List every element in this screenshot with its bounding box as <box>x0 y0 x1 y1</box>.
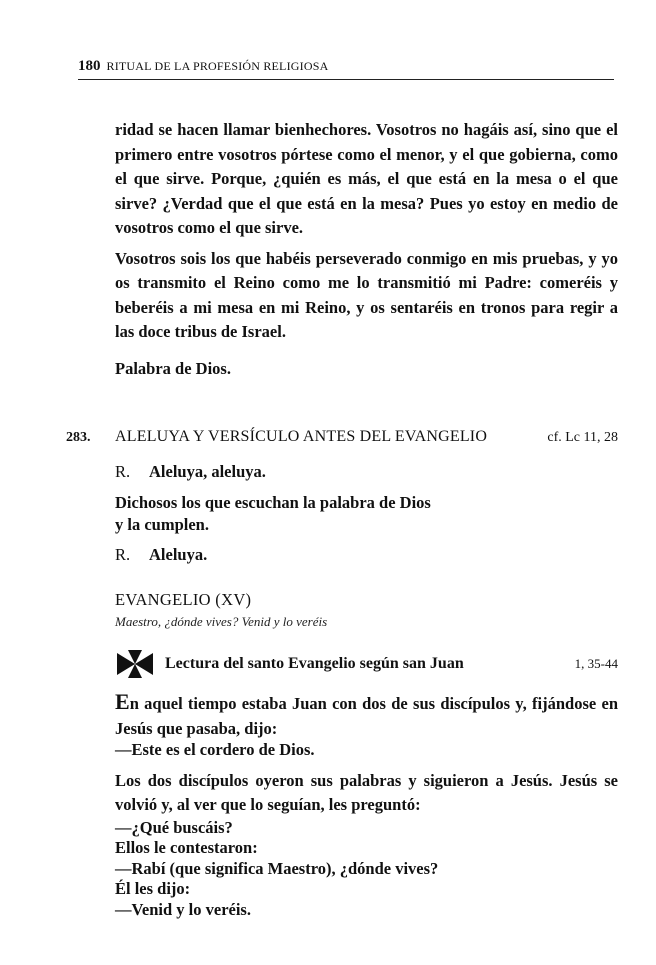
gospel-title: EVANGELIO (XV) <box>115 590 252 609</box>
gospel-heading-block <box>115 590 618 630</box>
closing-formula: Palabra de Dios. <box>115 358 231 378</box>
gospel-paragraph: Los dos discípulos oyeron sus palabras y siguieron a Jesús. Jesús se volvió y, al ver que lo seguían, les preguntó: <box>115 770 618 814</box>
dialogue-line: Ellos le contestaron: <box>115 838 258 857</box>
gospel-text-block <box>115 690 618 920</box>
response-text: Aleluya, aleluya. <box>149 462 266 481</box>
lectura-line <box>115 649 618 679</box>
response-line <box>115 543 618 567</box>
section-number: 283. <box>66 430 91 445</box>
gospel-subtitle: Maestro, ¿dónde vives? Venid y lo veréis <box>115 614 328 629</box>
section-heading <box>66 428 618 446</box>
page-number: 180 <box>78 58 101 74</box>
page-header <box>78 58 614 80</box>
drop-cap: E <box>115 689 130 714</box>
reading-paragraph: Vosotros sois los que habéis perseverado conmigo en mis pruebas, y yo os transmito el Reino como me lo transmitió mi Padre: comeréis y beberéis a mi mesa en mi Reino, y os sentaréis en tronos para regir a las doce tribus de Israel. <box>115 248 618 341</box>
gospel-paragraph <box>115 690 618 741</box>
dialogue-line: —Rabí (que significa Maestro), ¿dónde vives? <box>115 858 439 878</box>
dialogue-line: —Este es el cordero de Dios. <box>115 740 315 759</box>
lectura-title: Lectura del santo Evangelio según san Juan <box>165 655 464 672</box>
dialogue-line: —¿Qué buscáis? <box>115 817 233 837</box>
verse-line: y la cumplen. <box>115 515 209 534</box>
response-text: Aleluya. <box>149 545 208 564</box>
verse-line: Dichosos los que escuchan la palabra de Dios <box>115 493 431 512</box>
section-reference: cf. Lc 11, 28 <box>547 430 618 445</box>
alleluia-block <box>115 460 618 567</box>
reading-end-block <box>115 118 618 381</box>
section-title: ALELUYA Y VERSÍCULO ANTES DEL EVANGELIO <box>115 428 488 445</box>
dialogue-line: Él les dijo: <box>115 879 191 898</box>
cross-icon <box>115 649 155 679</box>
response-line <box>115 460 618 484</box>
response-mark: R. <box>115 462 131 481</box>
dialogue-line: —Venid y lo veréis. <box>115 899 251 919</box>
response-mark: R. <box>115 545 131 564</box>
running-title: RITUAL DE LA PROFESIÓN RELIGIOSA <box>106 59 329 73</box>
gospel-paragraph-text: n aquel tiempo estaba Juan con dos de sus discípulos y, fijándose en Jesús que pasaba, dijo: <box>115 694 618 738</box>
reading-paragraph: ridad se hacen llamar bienhechores. Vosotros no hagáis así, sino que el primero entre vosotros pórtese como el menor, y el que gobierna, como el que sirve. Porque, ¿quién es más, el que está en la mesa o el que sirve? ¿Verdad que el que está en la mesa? Pues yo estoy en medio de vosotros como el que sirve. <box>115 120 618 237</box>
lectura-reference: 1, 35-44 <box>574 656 618 671</box>
